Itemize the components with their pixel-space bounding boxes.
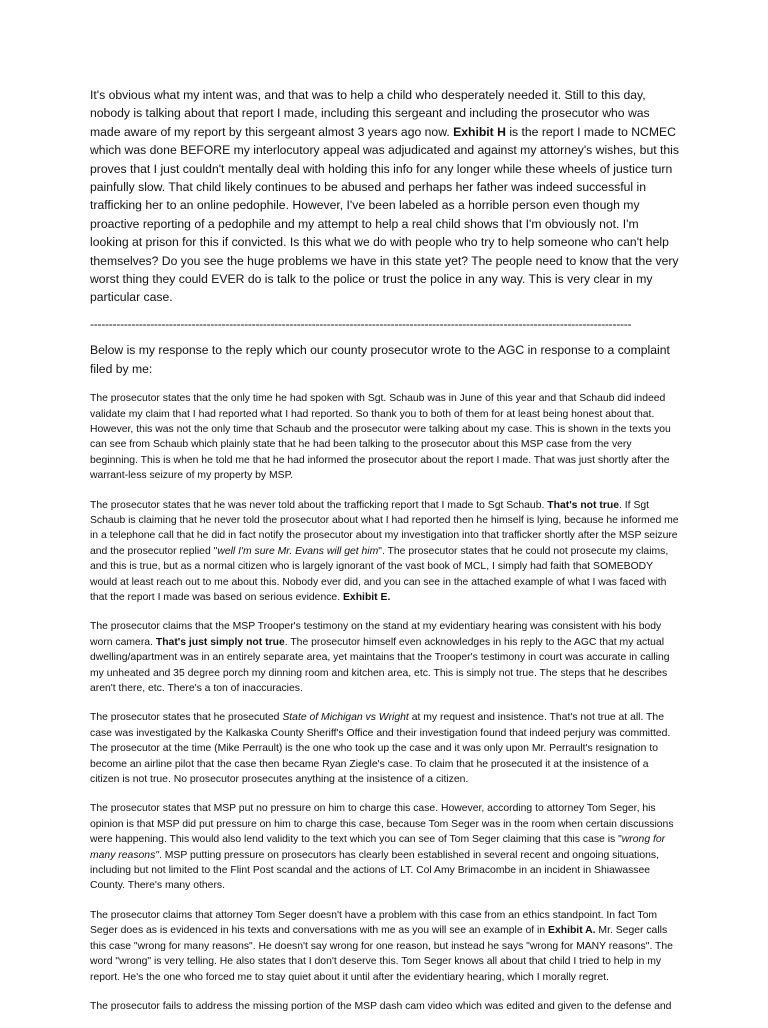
paragraph-tom-seger [90,908,680,985]
case-name-italic: State of Michigan vs Wright [282,712,409,724]
paragraph-trooper-testimony [90,619,680,696]
text-run: It's obvious what my intent was, and that was to help a child who desperately needed it. Still to this day, nobody is talking about that report I made, including this sergeant and including the prosecutor who was made aware of my report by this sergeant almost 3 years ago now. [90,88,650,139]
exhibit-h-label: Exhibit H [453,124,506,139]
paragraph-trafficking-report [90,498,680,606]
emphasis-simply-not-true: That's just simply not true [155,636,285,648]
text-run: at my request and insistence. That's not true at all. The case was investigated by the Kalkaska County Sheriff's Office and their investigation found that indeed perjury was committed. The prosecutor at the time (Mike Perrault) is the one who took up the case and it was only upon Mr. Perrault's resignation to become an airline pilot that the case then became Ryan Ziegle's case. To claim that he prosecuted it at the insistence of a citizen is not true. No prosecutor prosecutes anything at the insistence of a citizen. [90,712,671,786]
text-run: . MSP putting pressure on prosecutors has clearly been established in several recent and ongoing situations, including but not limited to the Flint Post scandal and the actions of LT. Col Amy Brimacombe in an incident in Shiawassee County. There's many others. [90,849,659,892]
text-run: The prosecutor claims that attorney Tom Seger doesn't have a problem with this case from an ethics standpoint. In fact Tom Seger does as is evidenced in his texts and conversations with me as you will see an example of in [90,909,658,937]
text-run: . The prosecutor himself even acknowledges in his reply to the AGC that my actual dwelling/apartment was in an entirely separate area, yet maintains that the Trooper's testimony in court was accurate in calling my unheated and 35 degree porch my dinning room and kitchen area, etc. This is simply not true. The steps that he describes aren't there, etc. There's a ton of inaccuracies. [90,636,670,694]
document-body [90,86,680,1028]
text-run: The prosecutor states that he prosecuted [90,712,283,724]
exhibit-a-label: Exhibit A. [548,925,596,937]
quote-italic: well I'm sure Mr. Evans will get him [217,545,379,557]
emphasis-not-true: That's not true [547,499,620,511]
exhibit-e-label: Exhibit E. [343,591,391,603]
response-intro: Below is my response to the reply which our county prosecutor wrote to the AGC in response to a complaint filed by me: [90,343,670,376]
text-run: . If Sgt Schaub is claiming that he never told the prosecutor about what I had reported then he himself is lying, because he informed me in a telephone call that he did in fact notify the prosecutor about my investigation into that trafficker shortly after the MSP seizure and the prosecutor replied " [90,499,679,557]
paragraph-state-vs-wright [90,710,680,787]
quote-italic: wrong for many reasons" [90,834,666,861]
paragraph-msp-pressure [90,801,680,893]
text-run: The prosecutor states that MSP put no pressure on him to charge this case. However, according to attorney Tom Seger, his opinion is that MSP did put pressure on him to charge this case, because Tom Seger was in the room when certain discussions were happening. This would also lend validity to the text which you can see of Tom Seger claiming that this case is " [90,803,674,846]
paragraph-dash-cam: The prosecutor fails to address the missing portion of the MSP dash cam video which was edited and given to the defense and [90,1000,672,1012]
text-run: The prosecutor states that he was never told about the trafficking report that I made to Sgt Schaub. [90,499,548,511]
section-divider: ------------------------------------------------------------------------------------------------------------------------------------------------ [90,316,632,331]
text-run: ". The prosecutor states that he could not prosecute my claims, and this is true, but as a normal citizen who is largely ignorant of the vast book of MCL, I simply had faith that SOMEBODY would at least reach out to me about this. Nobody ever did, and you can see in the attached example of what I was faced with that the report I made was based on serious evidence. [90,545,669,603]
paragraph-schaub-june: The prosecutor states that the only time he had spoken with Sgt. Schaub was in June of this year and that Schaub did indeed validate my claim that I had reported what I had reported. So thank you to both of them for at least being honest about that. However, this was not the only time that Schaub and the prosecutor were talking about my case. This is shown in the texts you can see from Schaub which plainly state that he had been talking to the prosecutor about this MSP case from the very beginning. This is when he told me that he had informed the prosecutor about the report I made. That was just shortly after the warrant-less seizure of my property by MSP. [90,393,671,482]
paragraph-exhibit-h [90,86,680,307]
text-run: Mr. Seger calls this case "wrong for many reasons". He doesn't say wrong for one reason, but instead he says "wrong for MANY reasons". The word "wrong" is very telling. He also states that I don't deserve this. Tom Seger knows all about that child I tried to help in my report. He's the one who forced me to stay quiet about it until after the evidentiary hearing, which I morally regret. [90,925,673,983]
text-run: The prosecutor claims that the MSP Trooper's testimony on the stand at my evidentiary hearing was consistent with his body worn camera. [90,621,662,648]
text-run: is the report I made to NCMEC which was done BEFORE my interlocutory appeal was adjudicated and against my attorney's wishes, but this proves that I just couldn't mentally deal with holding this info for any longer while these wheels of justice turn painfully slow. That child likely continues to be abused and perhaps her father was indeed successful in trafficking her to an online pedophile. However, I've been labeled as a horrible person even though my proactive reporting of a pedophile and my attempt to help a real child shows that I'm obviously not. I'm looking at prison for this if convicted. Is this what we do with people who try to help someone who can't help themselves? Do you see the huge problems we have in this state yet? The people need to know that the very worst thing they could EVER do is talk to the police or trust the police in any way. This is very clear in my particular case. [90,124,679,305]
